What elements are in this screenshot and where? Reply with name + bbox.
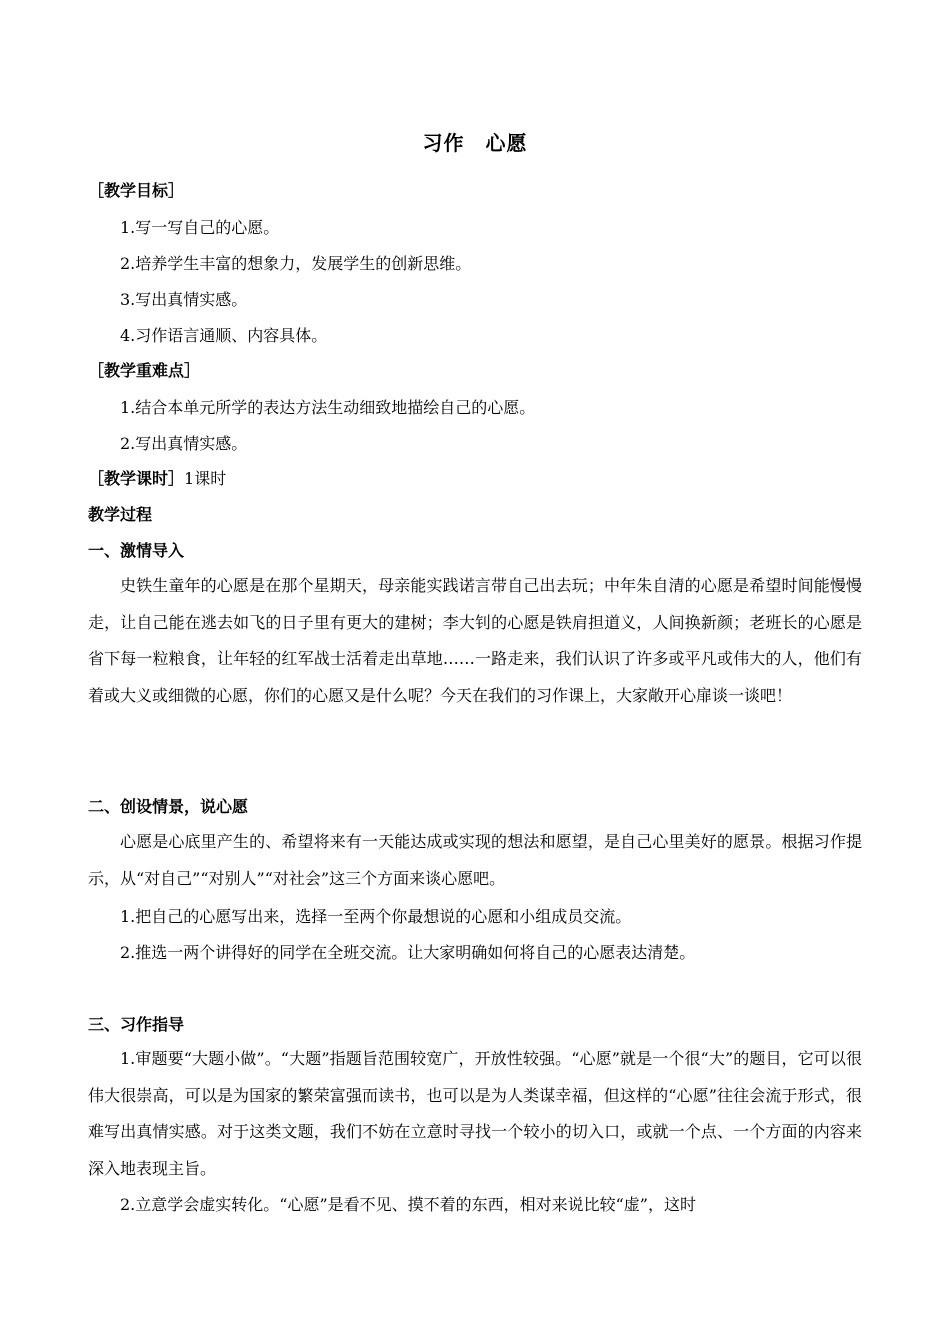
section1-heading: 一、激情导入 (88, 541, 185, 560)
key-point-item-2: 2.写出真情实感。 (120, 434, 248, 453)
class-hours-value: 1课时 (184, 469, 227, 488)
key-points-heading: ［教学重难点］ (88, 361, 201, 380)
section2-heading: 二、创设情景，说心愿 (88, 797, 249, 816)
goal-item-4: 4.习作语言通顺、内容具体。 (120, 326, 328, 345)
section1-paragraph: 史铁生童年的心愿是在那个星期天，母亲能实践诺言带自己出去玩；中年朱自清的心愿是希望时间能慢慢走，让自己能在逃去如飞的日子里有更大的建树；李大钊的心愿是铁肩担道义，人间换新颜；老班长的心愿是省下每一粒粮食，让年轻的红军战士活着走出草地……一路走来，我们认识了许多或平凡或伟大的人，他们有着或大义或细微的心愿，你们的心愿又是什么呢？今天在我们的习作课上，大家敞开心扉谈一谈吧！ (88, 576, 862, 705)
key-point-item-1: 1.结合本单元所学的表达方法生动细致地描绘自己的心愿。 (120, 398, 536, 417)
process-heading: 教学过程 (88, 505, 153, 524)
class-hours-heading: ［教学课时］ (88, 469, 185, 488)
section2-paragraph: 心愿是心底里产生的、希望将来有一天能达成或实现的想法和愿望，是自己心里美好的愿景。根据习作提示，从“对自己”“对别人”“对社会”这三个方面来谈心愿吧。 (88, 832, 862, 888)
goal-item-2: 2.培养学生丰富的想象力，发展学生的创新思维。 (120, 254, 472, 273)
goals-heading: ［教学目标］ (88, 181, 185, 200)
class-hours-row (88, 468, 226, 490)
section3-paragraph-1: 1.审题要“大题小做”。“大题”指题旨范围较宽广，开放性较强。“心愿”就是一个很“大”的题目，它可以很伟大很崇高，可以是为国家的繁荣富强而读书，也可以是为人类谋幸福，但这样的“心愿”往往会流于形式，很难写出真情实感。对于这类文题，我们不妨在立意时寻找一个较小的切入口，或就一个点、一个方面的内容来深入地表现主旨。 (88, 1049, 862, 1178)
section3-heading: 三、习作指导 (88, 1015, 185, 1034)
document-title: 习作 心愿 (422, 131, 528, 155)
section2-item-2: 2.推选一两个讲得好的同学在全班交流。让大家明确如何将自己的心愿表达清楚。 (120, 943, 696, 962)
goal-item-3: 3.写出真情实感。 (120, 290, 248, 309)
section3-paragraph-2: 2.立意学会虚实转化。“心愿”是看不见、摸不着的东西，相对来说比较“虚”，这时 (120, 1195, 696, 1214)
goal-item-1: 1.写一写自己的心愿。 (120, 218, 280, 237)
section2-item-1: 1.把自己的心愿写出来，选择一至两个你最想说的心愿和小组成员交流。 (120, 907, 632, 926)
